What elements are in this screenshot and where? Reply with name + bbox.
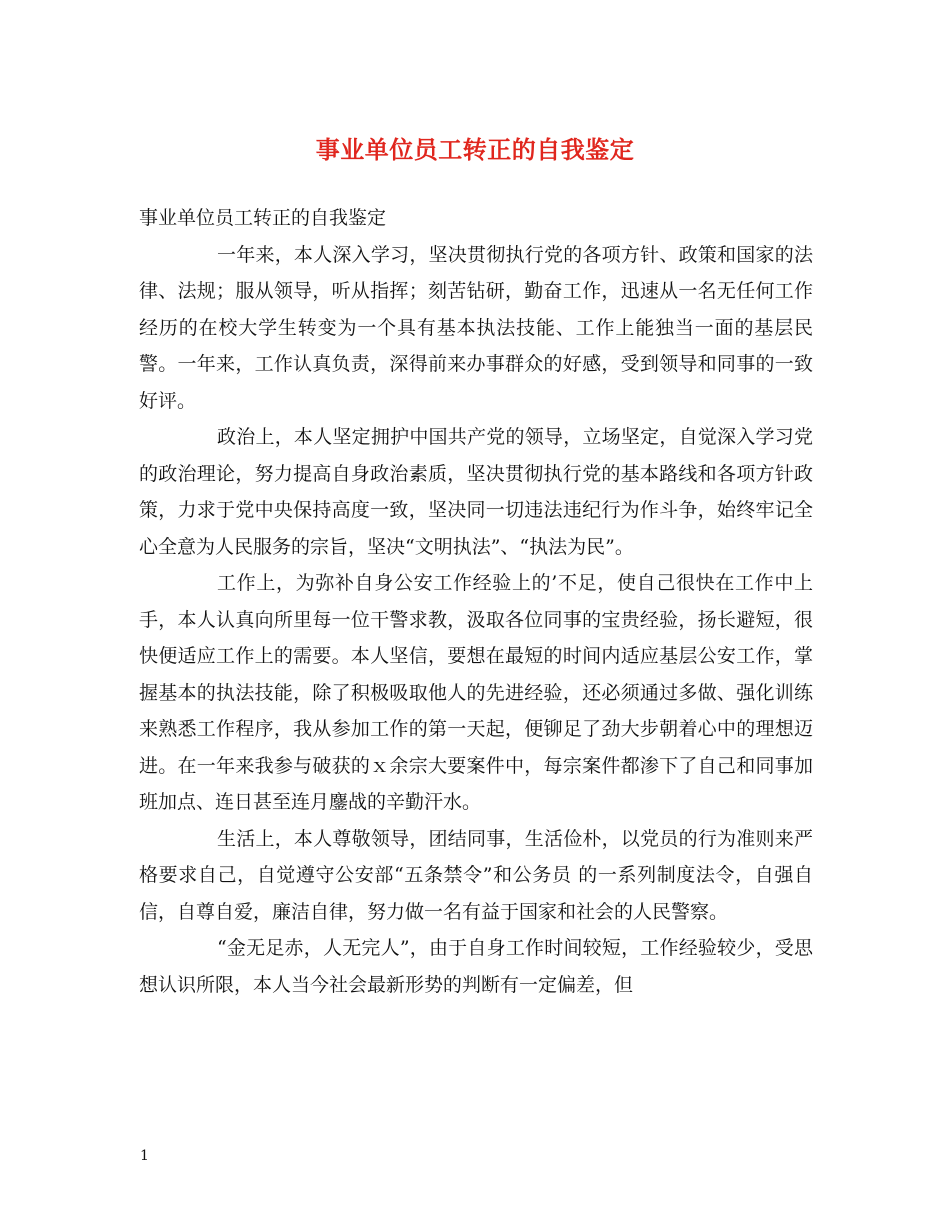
paragraph-work: 工作上，为弥补自身公安工作经验上的’不足，使自己很快在工作中上手，本人认真向所里每一位干警求教，汲取各位同事的宝贵经验，扬长避短，很快便适应工作上的需要。本人坚信，要想在最短的时间内适应基层公安工作，掌握基本的执法技能，除了积极吸取他人的先进经验，还必须通过多做、强化训练来熟悉工作程序，我从参加工作的第一天起，便铆足了劲大步朝着心中的理想迈进。在一年来我参与破获的ｘ余宗大要案件中，每宗案件都渗下了自己和同事加班加点、连日甚至连月鏖战的辛勤汗水。 [139,572,813,813]
paragraph-shortcomings: “金无足赤，人无完人”，由于自身工作时间较短，工作经验较少，受思想认识所限，本人当今社会最新形势的判断有一定偏差，但 [139,937,813,996]
paragraph-life: 生活上，本人尊敬领导，团结同事，生活俭朴，以党员的行为准则来严格要求自己，自觉遵守公安部“五条禁令”和公务员 的一系列制度法令，自强自信，自尊自爱，廉洁自律，努力做一名有益于国家和社会的人民警察。 [139,827,813,923]
paragraph-politics: 政治上，本人坚定拥护中国共产党的领导，立场坚定，自觉深入学习党的政治理论，努力提高自身政治素质，坚决贯彻执行党的基本路线和各项方针政策，力求于党中央保持高度一致，坚决同一切违法违纪行为作斗争，始终牢记全心全意为人民服务的宗旨，坚决“文明执法”、“执法为民”。 [139,426,813,558]
document-title: 事业单位员工转正的自我鉴定 [315,135,635,164]
paragraph-intro: 一年来，本人深入学习，坚决贯彻执行党的各项方针、政策和国家的法律、法规；服从领导，听从指挥；刻苦钻研，勤奋工作，迅速从一名无任何工作经历的在校大学生转变为一个具有基本执法技能、工作上能独当一面的基层民警。一年来，工作认真负责，深得前来办事群众的好感，受到领导和同事的一致好评。 [139,243,813,412]
document-subtitle: 事业单位员工转正的自我鉴定 [139,207,387,229]
document-body [139,200,813,1003]
page-number: 1 [140,1148,149,1164]
